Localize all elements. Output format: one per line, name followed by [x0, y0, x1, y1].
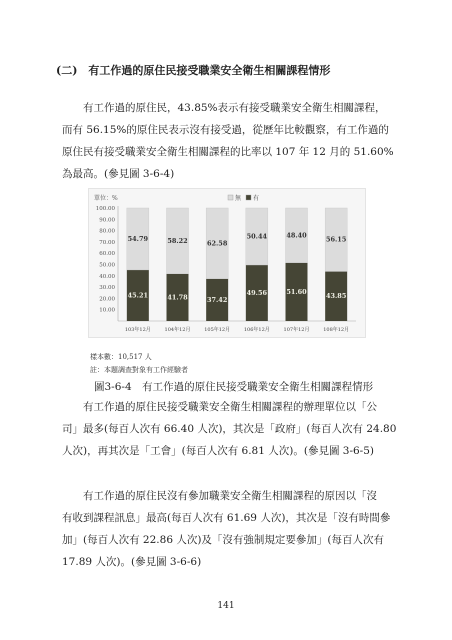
x-tick-label-1: 103年12月 — [124, 327, 151, 333]
data-label-yes-4: 49.56 — [246, 288, 268, 297]
data-label-yes-1: 45.21 — [127, 291, 149, 300]
legend-label-2: 有 — [253, 195, 260, 202]
unit-label: 單位：% — [94, 195, 118, 202]
y-tick-label-9: 20.00 — [99, 296, 115, 303]
data-label-no-3: 62.58 — [206, 239, 228, 248]
paragraph-line: 有工作過的原住民，43.85%表示有接受職業安全衛生相關課程， — [83, 102, 386, 114]
data-label-no-2: 58.22 — [167, 236, 188, 245]
paragraph-line: 原住民有接受職業安全衛生相關課程的比率以 107 年 12 月的 51.60% — [62, 146, 394, 158]
paragraph-line: 有工作過的原住民沒有參加職業安全衛生相關課程的原因以「沒 — [83, 490, 377, 502]
page-number: 141 — [217, 601, 235, 611]
y-tick-label-1: 100.00 — [95, 206, 115, 212]
stacked-bar-chart — [88, 188, 364, 338]
x-tick-label-6: 108年12月 — [323, 327, 350, 333]
paragraph-line: 司」最多(每百人次有 66.40 人次)，其次是「政府」(每百人次有 24.80 — [62, 423, 397, 435]
data-label-no-1: 54.79 — [127, 234, 149, 243]
x-tick-label-2: 104年12月 — [164, 327, 191, 333]
legend-swatch-2 — [246, 195, 251, 200]
paragraph-line: 17.89 人次)。(參見圖 3-6-6) — [62, 556, 202, 568]
data-label-yes-5: 51.60 — [286, 287, 307, 296]
data-label-yes-2: 41.78 — [167, 293, 188, 302]
data-label-no-5: 48.40 — [286, 231, 307, 240]
data-label-no-4: 50.44 — [246, 232, 268, 241]
target-note: 註：本題調查對象有工作經驗者 — [90, 366, 188, 374]
y-tick-label-3: 80.00 — [99, 228, 115, 235]
sample-size-note: 樣本數：10,517 人 — [90, 353, 152, 361]
paragraph-line: 有工作過的原住民接受職業安全衛生相關課程的辦理單位以「公 — [83, 401, 377, 413]
paragraph-line: 人次)，再其次是「工會」(每百人次有 6.81 人次)。(參見圖 3-6-5) — [62, 445, 375, 457]
paragraph-line: 為最高。(參見圖 3-6-4) — [62, 168, 175, 180]
paragraph-3 — [62, 485, 404, 573]
chart-notes — [90, 351, 188, 377]
x-tick-label-3: 105年12月 — [204, 327, 231, 333]
paragraph-line: 而有 56.15%的原住民表示沒有接受過，從歷年比較觀察，有工作過的 — [62, 124, 389, 136]
y-tick-label-2: 90.00 — [99, 217, 115, 224]
x-tick-label-5: 107年12月 — [283, 327, 310, 333]
paragraph-1 — [62, 97, 404, 185]
section-heading: (二) 有工作過的原住民接受職業安全衛生相關課程情形 — [56, 64, 331, 77]
y-tick-label-6: 50.00 — [99, 262, 115, 269]
y-tick-label-8: 30.00 — [99, 285, 115, 292]
figure-caption: 圖3-6-4 有工作過的原住民接受職業安全衛生相關課程情形 — [94, 381, 374, 393]
paragraph-2 — [62, 396, 404, 462]
paragraph-line: 加」(每百人次有 22.86 人次)及「沒有強制規定要參加」(每百人次有 — [62, 534, 385, 546]
data-label-no-6: 56.15 — [325, 235, 347, 244]
legend-label-1: 無 — [235, 195, 242, 202]
y-tick-label-5: 60.00 — [99, 251, 115, 258]
y-tick-label-10: 10.00 — [99, 307, 115, 314]
data-label-yes-6: 43.85 — [325, 292, 347, 301]
y-tick-label-4: 70.00 — [99, 239, 115, 246]
legend-swatch-1 — [228, 195, 233, 200]
data-label-yes-3: 37.42 — [206, 295, 228, 304]
y-tick-label-7: 40.00 — [99, 273, 115, 280]
x-tick-label-4: 106年12月 — [243, 327, 270, 333]
paragraph-line: 有收到課程訊息」最高(每百人次有 61.69 人次)，其次是「沒有時間參 — [62, 512, 391, 524]
